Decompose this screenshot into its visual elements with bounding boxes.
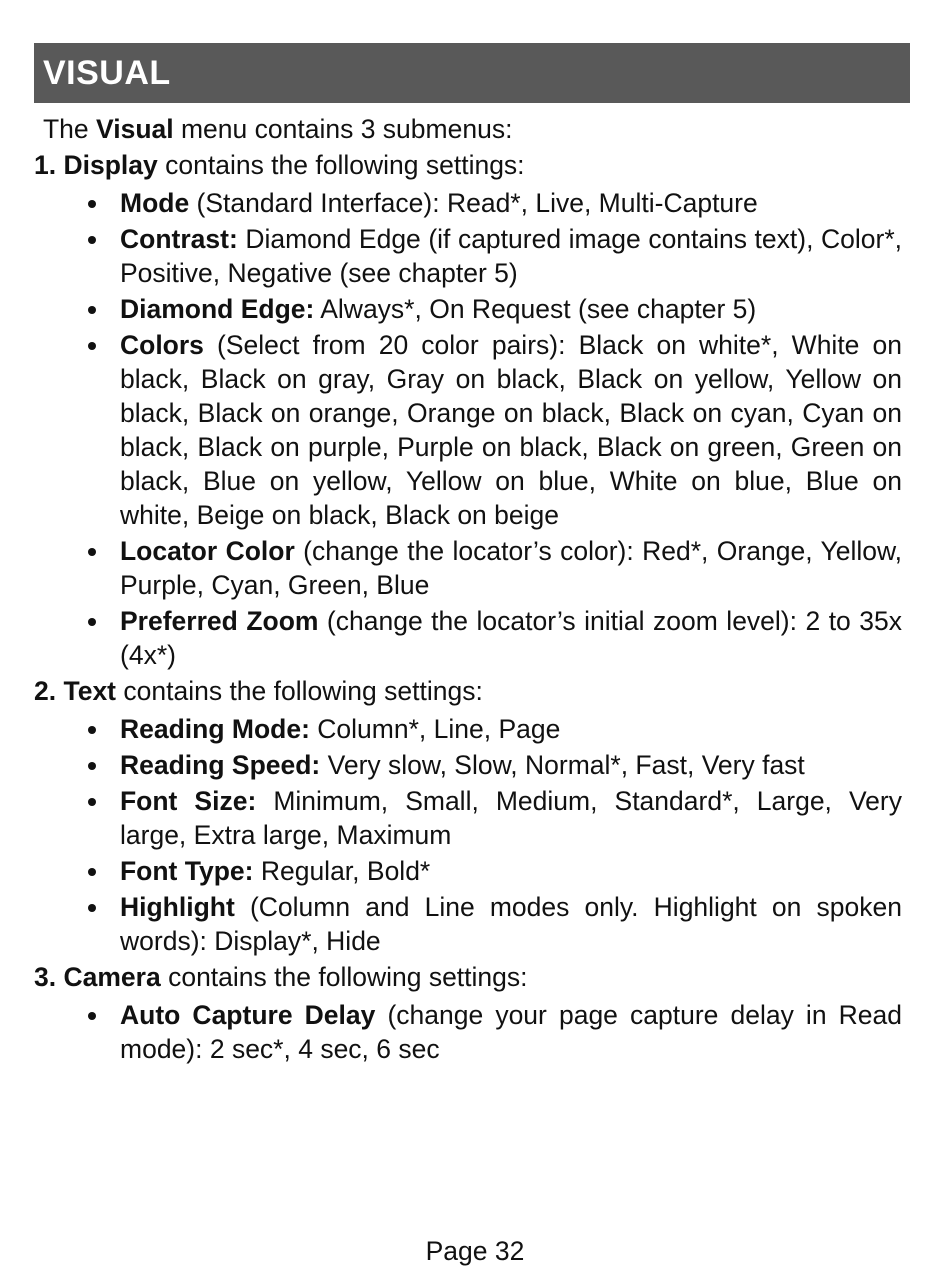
bullet-icon — [88, 904, 96, 912]
setting-term: Font Type: — [120, 856, 254, 886]
setting-term: Colors — [120, 330, 204, 360]
bullet-icon — [88, 342, 96, 350]
section-heading-text — [34, 674, 902, 708]
setting-description: Diamond Edge (if captured image contains text), Color*, Positive, Negative (see chapter 5) — [120, 224, 902, 288]
section-suffix: contains the following settings: — [157, 150, 525, 180]
section-name: Text — [63, 676, 117, 706]
intro-prefix: The — [43, 114, 97, 144]
setting-term: Locator Color — [120, 536, 295, 566]
bullet-icon — [88, 868, 96, 876]
list-item — [34, 854, 902, 888]
setting-term: Mode — [120, 188, 190, 218]
setting-description: (change your page capture delay in Read mode): 2 sec*, 4 sec, 6 sec — [120, 1000, 903, 1064]
setting-description: Column*, Line, Page — [309, 714, 561, 744]
intro-suffix: menu contains 3 submenus: — [173, 114, 513, 144]
setting-term: Reading Mode: — [120, 714, 310, 744]
list-item — [34, 998, 902, 1066]
section-number: 1. — [34, 150, 57, 180]
display-settings-list — [34, 186, 902, 672]
list-item — [34, 604, 902, 672]
setting-term: Font Size: — [120, 786, 257, 816]
setting-description: Minimum, Small, Medium, Standard*, Large, Very large, Extra large, Maximum — [120, 786, 902, 850]
list-item — [34, 748, 902, 782]
bullet-icon — [88, 306, 96, 314]
section-name: Camera — [63, 962, 161, 992]
section-suffix: contains the following settings: — [116, 676, 483, 706]
camera-settings-list — [34, 998, 902, 1066]
section-name: Display — [63, 150, 158, 180]
setting-term: Diamond Edge: — [120, 294, 315, 324]
setting-description: Regular, Bold* — [253, 856, 431, 886]
bullet-icon — [88, 618, 96, 626]
setting-term: Auto Capture Delay — [120, 1000, 376, 1030]
setting-description: Very slow, Slow, Normal*, Fast, Very fast — [320, 750, 805, 780]
bullet-icon — [88, 1012, 96, 1020]
section-suffix: contains the following settings: — [160, 962, 528, 992]
page-number: Page 32 — [425, 1236, 525, 1266]
section-title: VISUAL — [43, 54, 171, 92]
setting-description: (change the locator’s initial zoom level): 2 to 35x (4x*) — [120, 606, 902, 670]
setting-term: Highlight — [120, 892, 235, 922]
section-heading-display — [34, 148, 902, 182]
list-item — [34, 328, 902, 532]
bullet-icon — [88, 762, 96, 770]
document-body — [34, 112, 902, 1068]
setting-description: (Standard Interface): Read*, Live, Multi-Capture — [189, 188, 758, 218]
list-item — [34, 534, 902, 602]
section-header-bar — [34, 43, 910, 103]
bullet-icon — [88, 236, 96, 244]
setting-description: (change the locator’s color): Red*, Orange, Yellow, Purple, Cyan, Green, Blue — [120, 536, 902, 600]
setting-description: (Select from 20 color pairs): Black on white*, White on black, Black on gray, Gray on black, Black on yellow, Yellow on black, Black on orange, Orange on black, Black on cyan, Cyan on black, Black on purple, Purple on black, Black on green, Green on black, Blue on yellow, Yellow on blue, White on blue, Blue on white, Beige on black, Black on beige — [120, 330, 902, 530]
bullet-icon — [88, 548, 96, 556]
text-settings-list — [34, 712, 902, 958]
section-number: 2. — [34, 676, 57, 706]
list-item — [34, 292, 902, 326]
setting-term: Contrast: — [120, 224, 238, 254]
bullet-icon — [88, 726, 96, 734]
list-item — [34, 890, 902, 958]
setting-term: Reading Speed: — [120, 750, 321, 780]
intro-menu-name: Visual — [96, 114, 174, 144]
setting-description: (Column and Line modes only. Highlight on spoken words): Display*, Hide — [120, 892, 902, 956]
setting-description: Always*, On Request (see chapter 5) — [314, 294, 757, 324]
setting-term: Preferred Zoom — [120, 606, 319, 636]
section-heading-camera — [34, 960, 902, 994]
bullet-icon — [88, 798, 96, 806]
list-item — [34, 712, 902, 746]
section-number: 3. — [34, 962, 57, 992]
bullet-icon — [88, 200, 96, 208]
intro-paragraph — [34, 112, 902, 146]
list-item — [34, 186, 902, 220]
list-item — [34, 222, 902, 290]
list-item — [34, 784, 902, 852]
